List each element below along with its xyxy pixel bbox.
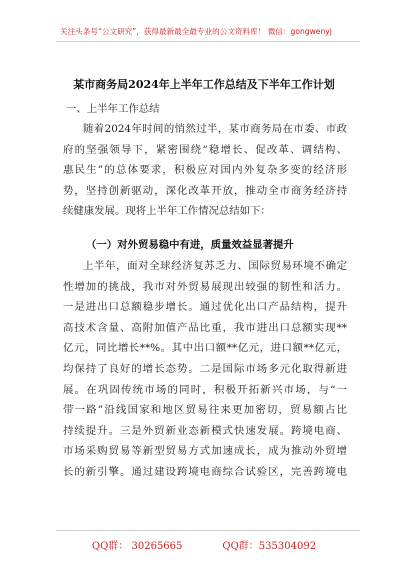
paragraph-line: 势，坚持创新驱动，深化改革开放，推动全市商务经济持 <box>63 184 347 197</box>
footer-qq-group-1: QQ群： 30265665 <box>91 541 183 552</box>
paragraph-line: 展。在巩固传统市场的同时，积极开拓新兴市场，与“一 <box>63 383 347 396</box>
header-divider <box>56 41 360 42</box>
paragraph-line: 一是进出口总额稳步增长。通过优化出口产品结构，提升 <box>63 301 347 314</box>
paragraph-line: 长的新引擎。通过建设跨境电商综合试验区，完善跨境电 <box>63 466 347 478</box>
paragraph-line: 性增加的挑战，我市对外贸易展现出较强的韧性和活力。 <box>63 280 347 293</box>
paragraph-line: 带一路”沿线国家和地区贸易往来更加密切，贸易额占比 <box>63 404 347 417</box>
paragraph-line: 续健康发展。现将上半年工作情况总结如下： <box>63 205 271 217</box>
paragraph-line: 高技术含量、高附加值产品比重，我市进出口总额实现** <box>63 321 347 334</box>
footer-divider <box>56 530 360 531</box>
paragraph-line: 惠民生”的总体要求，积极应对国内外复杂多变的经济形 <box>63 164 347 176</box>
paragraph-line: 府的坚强领导下，紧密围绕“稳增长、促改革、调结构、 <box>63 143 347 156</box>
footer-qq-group-2: QQ群：535304092 <box>222 541 317 552</box>
paragraph-line: 上半年，面对全球经济复苏乏力、国际贸易环境不确定 <box>83 260 347 272</box>
paragraph-line: 亿元，同比增长**%。其中出口额**亿元，进口额**亿元， <box>63 342 347 355</box>
paragraph-line: 持续提升。三是外贸新业态新模式快速发展。跨境电商、 <box>63 424 347 437</box>
subsection-heading-1: （一）对外贸易稳中有进，质量效益显著提升 <box>86 239 294 251</box>
paragraph-line: 市场采购贸易等新型贸易方式加速成长，成为推动外贸增 <box>63 445 347 458</box>
paragraph-line: 均保持了良好的增长态势。二是国际市场多元化取得新进 <box>63 363 347 375</box>
document-title: 某市商务局2024年上半年工作总结及下半年工作计划 <box>73 78 335 91</box>
section-heading-1: 一、上半年工作总结 <box>66 103 160 115</box>
paragraph-line: 随着2024年时间的悄然过半，某市商务局在市委、市政 <box>83 123 347 135</box>
header-note: 关注头条号“公文研究”，获得最新最全最专业的公文资料库！ 微信：gongwenyj <box>60 27 332 36</box>
footer-contact <box>0 537 408 552</box>
